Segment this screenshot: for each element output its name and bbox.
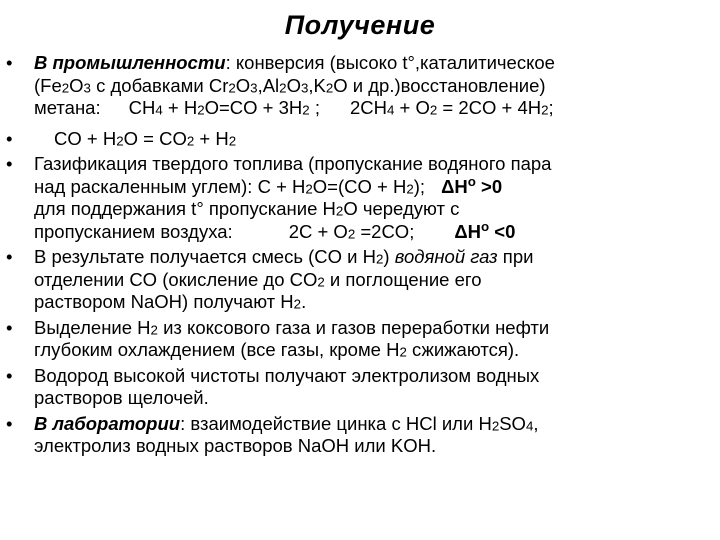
bullet-list <box>4 52 718 461</box>
bullet: • <box>6 364 13 386</box>
text-line: глубоким охлаждением (все газы, кроме $H_2$ сжижаются). <box>34 339 520 360</box>
list-item-coke-gas <box>4 317 718 362</box>
bullet: • <box>6 246 13 267</box>
industry-heading: В промышленности <box>34 52 226 73</box>
bullet: • <box>6 316 13 338</box>
laboratory-heading: В лаборатории <box>34 412 181 434</box>
text-line: В лаборатории: взаимодействие цинка с HCl или $H_2SO_4$, <box>34 412 539 434</box>
text-line: CO + $H_2O = CO_2 + H_2$ <box>54 127 237 149</box>
list-item-industry <box>4 52 718 120</box>
text-line: электролиз водных растворов NaOH или KOH. <box>34 435 437 456</box>
bullet: • <box>6 153 13 174</box>
text-line: пропусканием воздуха: $2C + O_2 =2CO$; $\Delta H^o <0$ <box>34 218 516 242</box>
text-line: Выделение $H_2$ из коксового газа и газов переработки нефти <box>34 316 550 338</box>
list-item-electrolysis <box>4 365 718 410</box>
list-item-result <box>4 246 718 314</box>
text-line: раствором NaOH) получают $H_2$. <box>34 291 307 312</box>
slide-title: Получение <box>284 10 436 40</box>
text-line: растворов щелочей. <box>34 387 209 408</box>
text-line: отделении CO (окисление до $CO_2$ и поглощение его <box>34 268 482 290</box>
text-line: над раскаленным углем): $C + H_2O=(CO + H_2)$; $\Delta H^o >0$ <box>34 173 503 197</box>
bullet: • <box>6 52 13 73</box>
list-item-gasification <box>4 153 718 243</box>
bullet: • <box>6 412 13 434</box>
text-line: для поддержания t° пропускание $H_2O$ чередуют с <box>34 198 460 219</box>
bullet: • <box>6 127 13 149</box>
water-gas-term: водяной газ <box>394 246 498 267</box>
text-line: ($Fe_2O_3$ с добавками $Cr_2O_3,Al_2O_3,K_2O$ и др.)восстановление) <box>34 74 546 96</box>
text-line: В промышленности: конверсия (высоко t°,каталитическое <box>34 52 555 73</box>
list-item-shift <box>4 128 718 151</box>
text-line: Газификация твердого топлива (пропускание водяного пара <box>34 153 552 174</box>
text-line: Водород высокой чистоты получают электролизом водных <box>34 364 540 386</box>
text-line: метана: $CH_4 + H_2O=CO + 3H_2$ ; $2CH_4 + O_2 = 2CO + 4H_2$; <box>34 97 554 118</box>
list-item-laboratory <box>4 413 718 458</box>
text-line: В результате получается смесь (CO и $H_2$) водяной газ при <box>34 246 534 267</box>
